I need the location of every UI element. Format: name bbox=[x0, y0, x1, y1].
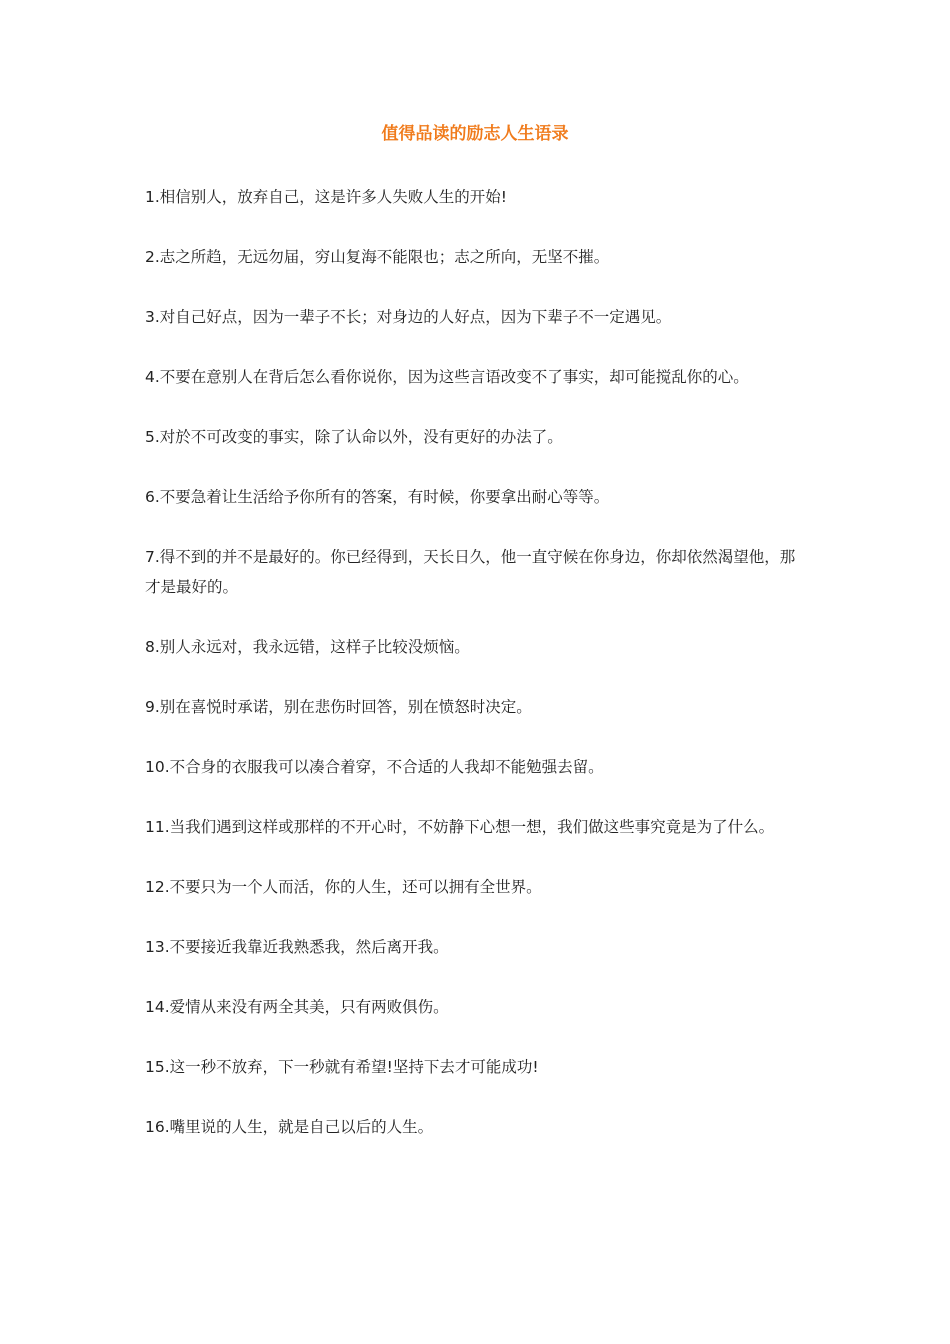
quote-item: 9.别在喜悦时承诺，别在悲伤时回答，别在愤怒时决定。 bbox=[145, 698, 532, 716]
quote-item: 5.对於不可改变的事实，除了认命以外，没有更好的办法了。 bbox=[145, 428, 563, 446]
quote-item: 11.当我们遇到这样或那样的不开心时，不妨静下心想一想，我们做这些事究竟是为了什么。 bbox=[145, 818, 775, 836]
quote-item: 7.得不到的并不是最好的。你已经得到，天长日久，他一直守候在你身边，你却依然渴望他，那才是最好的。 bbox=[145, 548, 796, 596]
quote-item: 14.爱情从来没有两全其美，只有两败俱伤。 bbox=[145, 998, 449, 1016]
quote-item: 10.不合身的衣服我可以凑合着穿，不合适的人我却不能勉强去留。 bbox=[145, 758, 604, 776]
quote-item: 2.志之所趋，无远勿届，穷山复海不能限也；志之所向，无坚不摧。 bbox=[145, 248, 610, 266]
quote-item: 12.不要只为一个人而活，你的人生，还可以拥有全世界。 bbox=[145, 878, 542, 896]
quote-item: 13.不要接近我靠近我熟悉我，然后离开我。 bbox=[145, 938, 449, 956]
quote-list bbox=[145, 182, 825, 1172]
quote-item: 3.对自己好点，因为一辈子不长；对身边的人好点，因为下辈子不一定遇见。 bbox=[145, 308, 672, 326]
quote-item: 4.不要在意别人在背后怎么看你说你，因为这些言语改变不了事实，却可能搅乱你的心。 bbox=[145, 368, 749, 386]
quote-item: 16.嘴里说的人生，就是自己以后的人生。 bbox=[145, 1118, 434, 1136]
quote-item: 8.别人永远对，我永远错，这样子比较没烦恼。 bbox=[145, 638, 470, 656]
quote-item: 1.相信别人，放弃自己，这是许多人失败人生的开始! bbox=[145, 188, 508, 206]
quote-item: 15.这一秒不放弃，下一秒就有希望!坚持下去才可能成功! bbox=[145, 1058, 539, 1076]
page-title: 值得品读的励志人生语录 bbox=[381, 124, 569, 144]
quote-item: 6.不要急着让生活给予你所有的答案，有时候，你要拿出耐心等等。 bbox=[145, 488, 610, 506]
